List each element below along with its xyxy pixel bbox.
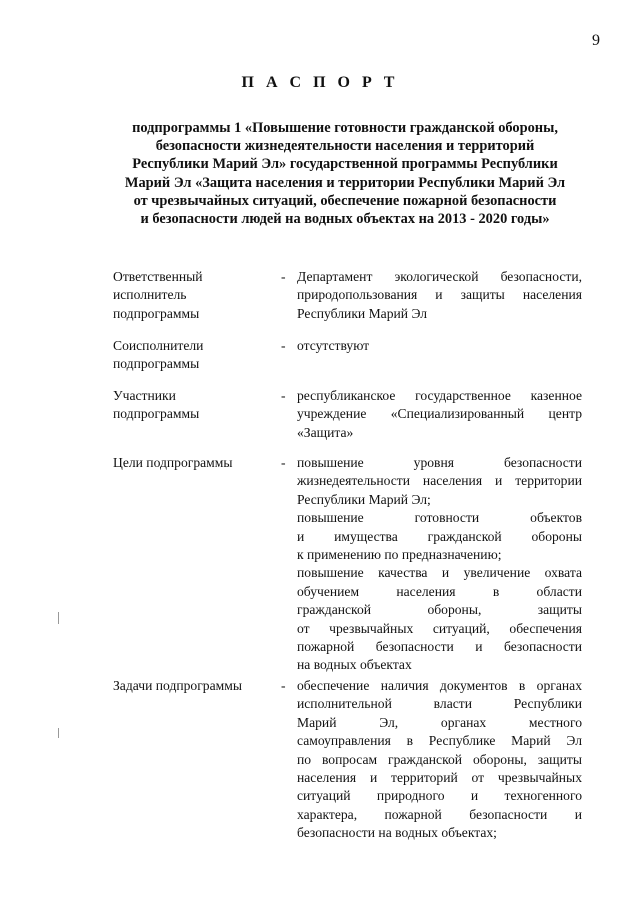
value-line: на водных объектах — [297, 657, 412, 673]
value-line: повышение готовности объектов — [297, 510, 582, 526]
value-line: к применению по предназначению; — [297, 547, 502, 563]
value-line: Департамент экологической безопасности, — [297, 269, 582, 284]
document-title: П А С П О Р Т — [241, 74, 399, 91]
value-line: исполнительной власти Республики — [297, 696, 582, 712]
label-line: исполнитель — [113, 287, 187, 303]
value-line: и имущества гражданской обороны — [297, 528, 582, 544]
participants-value — [297, 387, 582, 442]
value-line: Республики Марий Эл — [297, 305, 428, 321]
field-dash: - — [281, 338, 286, 353]
goals-label — [113, 454, 273, 472]
responsible-value — [297, 268, 582, 323]
value-line: республиканское государственное казенное — [297, 388, 582, 403]
value-line: Республики Марий Эл; — [297, 491, 431, 507]
field-dash: - — [281, 678, 286, 693]
label-line: подпрограммы — [113, 356, 200, 372]
value-line: населения и территорий от чрезвычайных — [297, 770, 582, 786]
value-line: повышение уровня безопасности — [297, 455, 582, 470]
value-line: по вопросам гражданской обороны, защиты — [297, 751, 582, 767]
value-line: гражданской обороны, защиты — [297, 602, 582, 618]
page-number: 9 — [592, 32, 600, 49]
value-line: природопользования и защиты населения — [297, 287, 582, 303]
value-line: обучением населения в области — [297, 583, 582, 599]
value-line: обеспечение наличия документов в органах — [297, 678, 582, 693]
value-line: жизнедеятельности населения и территории — [297, 473, 582, 489]
value-line: отсутствуют — [297, 338, 370, 353]
value-line: «Защита» — [297, 424, 354, 440]
responsible-label — [113, 268, 273, 323]
label-line: Участники — [113, 388, 176, 403]
label-line: Ответственный — [113, 269, 203, 284]
participants-label — [113, 387, 273, 424]
field-dash: - — [281, 269, 286, 284]
label-line: подпрограммы — [113, 406, 200, 422]
subtitle-line: от чрезвычайных ситуаций, обеспечение пожарной безопасности — [133, 192, 557, 209]
tasks-value — [297, 677, 582, 843]
coexecutors-label — [113, 337, 273, 374]
field-dash: - — [281, 455, 286, 470]
value-line: безопасности на водных объектах; — [297, 825, 497, 841]
goals-value — [297, 454, 582, 675]
subtitle-line: Республики Марий Эл» государственной программы Республики — [132, 156, 558, 173]
label-line: подпрограммы — [113, 305, 200, 321]
value-line: Марий Эл, органах местного — [297, 714, 582, 730]
subtitle-line: безопасности жизнедеятельности населения и территорий — [155, 138, 535, 155]
subtitle-line: подпрограммы 1 «Повышение готовности гражданской обороны, — [132, 120, 558, 136]
label-line: Задачи подпрограммы — [113, 678, 242, 693]
subtitle-line: Марий Эл «Защита населения и территории Республики Марий Эл — [124, 174, 566, 191]
value-line: пожарной безопасности и безопасности — [297, 639, 582, 655]
document-subtitle — [104, 119, 586, 228]
subtitle-line: и безопасности людей на водных объектах на 2013 - 2020 годы» — [140, 211, 550, 228]
value-line: ситуаций природного и техногенного — [297, 788, 582, 804]
label-line: Цели подпрограммы — [113, 455, 233, 470]
label-line: Соисполнители — [113, 338, 204, 353]
value-line: от чрезвычайных ситуаций, обеспечения — [297, 620, 582, 636]
tasks-label — [113, 677, 273, 695]
field-dash: - — [281, 388, 286, 403]
value-line: повышение качества и увеличение охвата — [297, 565, 582, 581]
value-line: учреждение «Специализированный центр — [297, 406, 582, 422]
value-line: характера, пожарной безопасности и — [297, 806, 582, 822]
scan-mark — [58, 612, 59, 624]
coexecutors-value — [297, 337, 582, 355]
scan-mark — [58, 728, 59, 738]
value-line: самоуправления в Республике Марий Эл — [297, 733, 582, 749]
